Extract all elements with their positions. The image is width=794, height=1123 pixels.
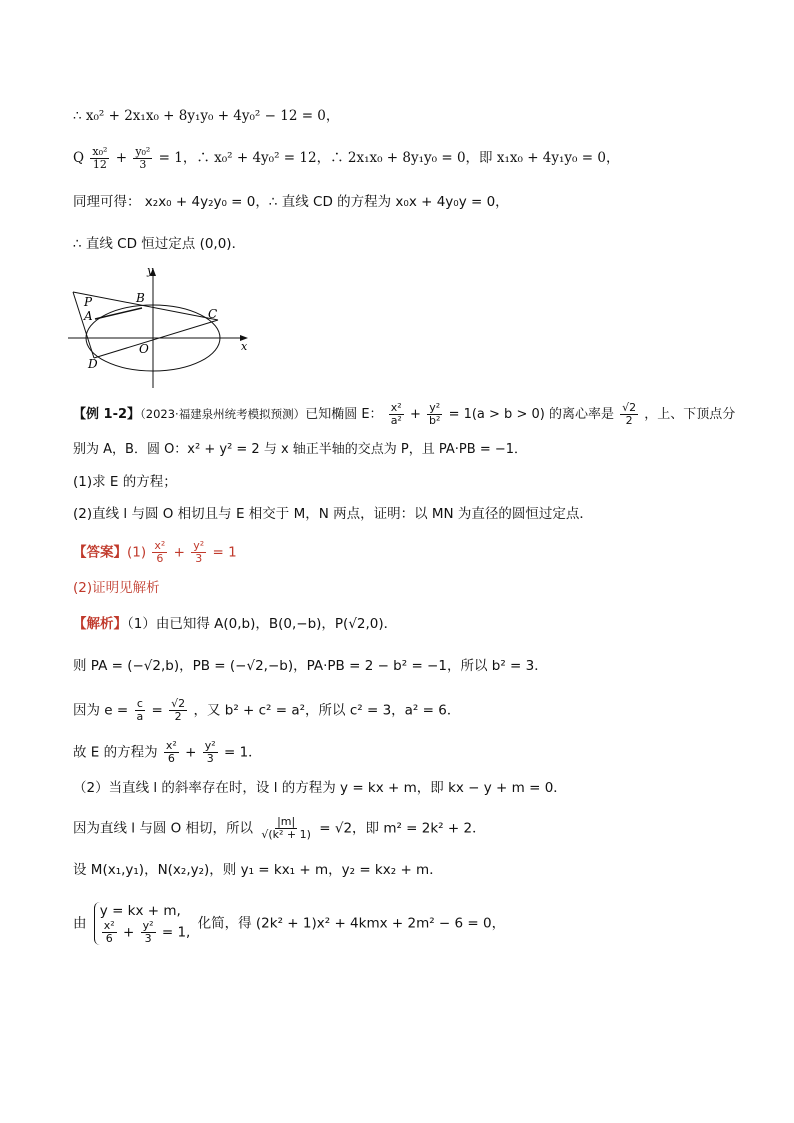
example-text: 已知椭圆 E： (305, 407, 383, 422)
x-axis-label: x (241, 340, 248, 353)
fraction (169, 698, 187, 723)
fraction (152, 540, 167, 565)
fraction (259, 816, 313, 841)
point-label-b: B (136, 291, 145, 305)
analysis-text: ，又 b² + c² = a²，所以 c² = 3，a² = 6． (193, 702, 461, 719)
fraction (135, 698, 146, 723)
example-line-1 (73, 402, 735, 427)
fraction-numerator: y² (429, 401, 441, 414)
fraction (427, 402, 442, 427)
derivation-line-1 (73, 106, 339, 126)
plus-sign: + (173, 544, 190, 561)
ellipse-figure (68, 262, 258, 392)
fraction-numerator: x² (390, 401, 402, 414)
fraction-numerator: √2 (622, 401, 637, 414)
analysis-text: 由 (73, 915, 87, 932)
fraction (203, 740, 218, 765)
fraction (191, 540, 206, 565)
y-axis-label: y (147, 264, 154, 277)
derivation-line-3 (73, 192, 509, 212)
fraction-denominator: 6 (105, 932, 113, 945)
point-label-c: C (208, 307, 218, 321)
analysis-text: 设 M(x₁,y₁)，N(x₂,y₂)，则 y₁ = kx₁ + m，y₂ = kx₂ + m． (73, 862, 443, 878)
system-row-2 (100, 920, 191, 945)
fraction-denominator: 2 (174, 710, 182, 723)
fraction-numerator: x₀² (92, 145, 108, 158)
fraction-denominator: 2 (625, 414, 633, 427)
fraction-numerator: y² (193, 539, 205, 552)
example-source: （2023·福建泉州统考模拟预测） (140, 407, 306, 421)
fraction (141, 920, 156, 945)
analysis-line-1 (73, 614, 397, 634)
fraction-denominator: 3 (206, 752, 214, 765)
analysis-line-2 (73, 656, 548, 676)
analysis-text: 则 PA = (−√2,b)，PB = (−√2,−b)，PA·PB = 2 − b² = −1，所以 b² = 3． (73, 658, 548, 674)
fraction-denominator: a² (390, 414, 402, 427)
because-symbol: Q (73, 150, 85, 166)
fraction-numerator: |m| (277, 815, 296, 828)
fraction-denominator: b² (429, 414, 441, 427)
plus-sign: + (115, 150, 132, 166)
example-text: = 1(a > b > 0) 的离心率是 (448, 407, 614, 422)
derivation-line-2 (73, 146, 619, 171)
fraction-denominator: a (136, 710, 144, 723)
question-2 (73, 504, 593, 524)
eccentricity-fraction (620, 402, 638, 427)
answer-line-2 (73, 578, 160, 598)
fraction-denominator: 3 (139, 158, 147, 171)
fraction-numerator: √2 (171, 697, 186, 710)
fraction-numerator: x² (103, 919, 115, 932)
fraction-numerator: x² (154, 539, 166, 552)
equals-sign: = (151, 702, 168, 719)
answer-part-label: (1) (127, 544, 147, 561)
analysis-line-7 (73, 860, 443, 880)
analysis-text: 化简，得 (2k² + 1)x² + 4kmx + 2m² − 6 = 0， (197, 915, 506, 932)
analysis-line-4 (73, 740, 262, 765)
system-text: = 1, (157, 924, 191, 941)
point-label-o: O (139, 342, 149, 356)
analysis-text: 因为直线 l 与圆 O 相切，所以 (73, 820, 254, 837)
plus-sign: + (409, 407, 426, 422)
point-label-p: P (84, 295, 93, 309)
fraction (102, 920, 117, 945)
example-text: 别为 A，B．圆 O：x² + y² = 2 与 x 轴正半轴的交点为 P，且 PA·PB = −1． (73, 442, 528, 457)
question-text: (1)求 E 的方程； (73, 474, 177, 490)
chord-cd (94, 320, 218, 358)
analysis-text: 故 E 的方程为 (73, 744, 158, 761)
point-label-d: D (88, 357, 98, 371)
fraction-denominator: 3 (195, 552, 203, 565)
fraction (389, 402, 404, 427)
analysis-text: （2）当直线 l 的斜率存在时，设 l 的方程为 y = kx + m，即 kx − y + m = 0． (73, 780, 567, 796)
question-1 (73, 472, 177, 492)
fraction-numerator: c (136, 697, 143, 710)
conclusion-text: ∴ 直线 CD 恒过定点 (0,0)． (73, 236, 246, 252)
derivation-text: 同理可得： x₂x₀ + 4y₂y₀ = 0，∴ 直线 CD 的方程为 x₀x + 4y₀y = 0， (73, 194, 509, 210)
analysis-text: = 1． (223, 744, 262, 761)
fraction-denominator: 6 (156, 552, 164, 565)
fraction-denominator: 12 (92, 158, 107, 171)
example-text: ，上、下顶点分 (644, 407, 736, 422)
analysis-line-8 (73, 902, 505, 945)
fraction-numerator: y₀² (135, 145, 151, 158)
derivation-text: ∴ x₀² + 2x₁x₀ + 8y₁y₀ + 4y₀² − 12 = 0， (73, 108, 340, 124)
question-text: (2)直线 l 与圆 O 相切且与 E 相交于 M，N 两点，证明：以 MN 为直径的圆恒过定点． (73, 506, 593, 522)
fraction-denominator: √(k² + 1) (261, 828, 311, 841)
equation-system (94, 902, 191, 945)
analysis-text: （1）由已知得 A(0,b)，B(0,−b)，P(√2,0)． (127, 616, 398, 632)
analysis-tag: 【解析】 (73, 616, 127, 632)
point-label-a: A (84, 309, 93, 323)
fraction (90, 146, 109, 171)
example-line-2 (73, 440, 527, 460)
analysis-text: = √2，即 m² = 2k² + 2． (319, 820, 486, 837)
tangent-line-pb (73, 292, 218, 320)
analysis-text: 因为 e = (73, 702, 133, 719)
fraction (164, 740, 179, 765)
derivation-line-4 (73, 234, 245, 254)
plus-sign: + (185, 744, 201, 761)
example-tag: 【例 1-2】 (73, 407, 141, 422)
fraction-denominator: 3 (144, 932, 152, 945)
plus-sign: + (118, 924, 139, 941)
analysis-line-6 (73, 816, 486, 841)
fraction-numerator: y² (142, 919, 154, 932)
derivation-text: = 1，∴ x₀² + 4y₀² = 12，∴ 2x₁x₀ + 8y₁y₀ = 0，即 x₁x₀ + 4y₁y₀ = 0， (158, 150, 620, 166)
analysis-line-3 (73, 698, 460, 723)
fraction-denominator: 6 (167, 752, 175, 765)
fraction-numerator: y² (204, 739, 216, 752)
fraction-numerator: x² (165, 739, 177, 752)
answer-line-1 (73, 540, 237, 565)
answer-tag: 【答案】 (73, 544, 127, 561)
analysis-line-5 (73, 778, 567, 798)
answer-text: = 1 (212, 544, 237, 561)
fraction (133, 146, 152, 171)
system-row-1: y = kx + m, (99, 903, 181, 919)
answer-text: (2)证明见解析 (73, 580, 160, 596)
